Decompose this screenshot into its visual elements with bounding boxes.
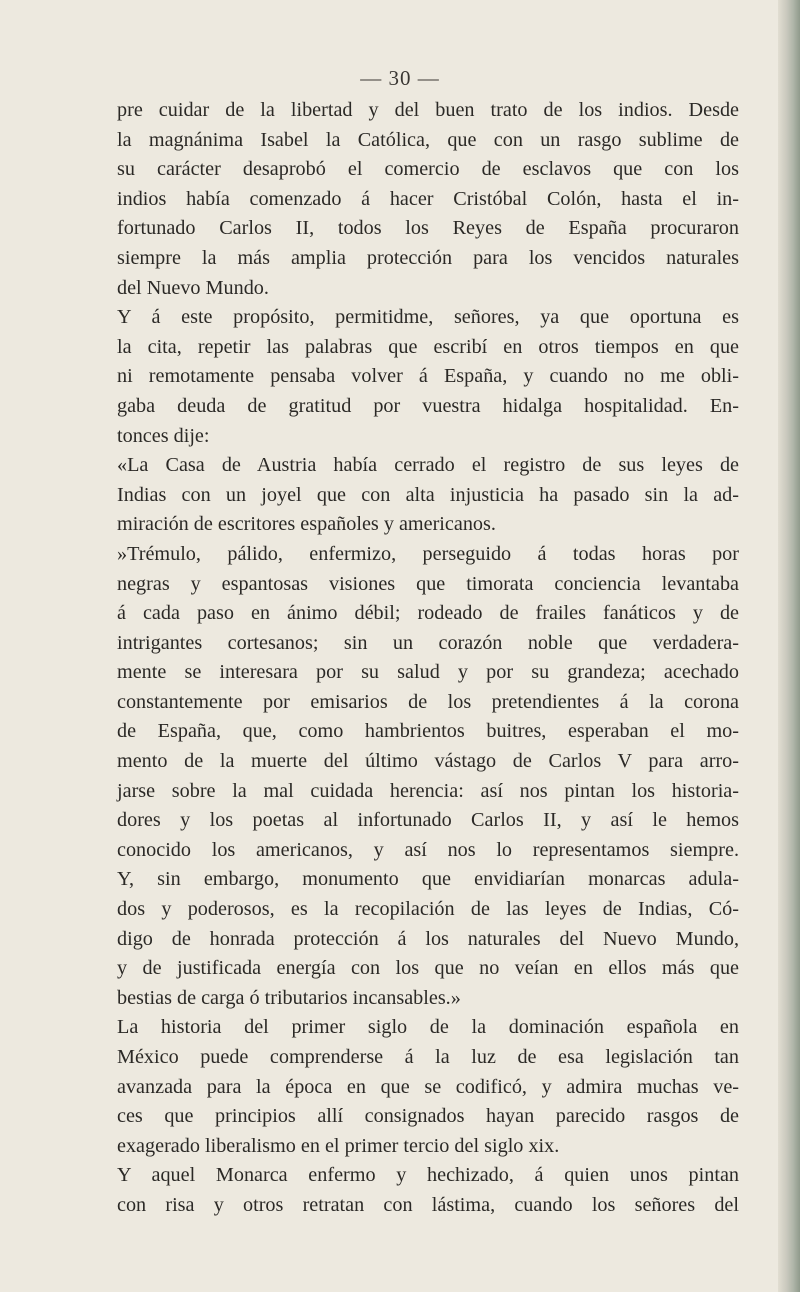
- text-line: «La Casa de Austria había cerrado el registro de sus leyes de: [117, 454, 739, 477]
- text-line: fortunado Carlos II, todos los Reyes de España procuraron: [117, 217, 739, 240]
- text-line: gaba deuda de gratitud por vuestra hidalga hospitalidad. En-: [117, 394, 739, 417]
- text-line: »Trémulo, pálido, enfermizo, perseguido á todas horas por: [117, 542, 739, 565]
- text-line: exagerado liberalismo en el primer tercio del siglo xix.: [117, 1134, 560, 1157]
- text-line: con risa y otros retratan con lástima, cuando los señores del: [117, 1193, 739, 1216]
- text-line: mente se interesara por su salud y por su grandeza; acechado: [117, 661, 739, 684]
- text-line: intrigantes cortesanos; sin un corazón noble que verdadera-: [117, 631, 739, 654]
- text-line: La historia del primer siglo de la dominación española en: [117, 1016, 739, 1039]
- text-line: conocido los americanos, y así nos lo representamos siempre.: [117, 838, 739, 861]
- text-line: Indias con un joyel que con alta injusticia ha pasado sin la ad-: [117, 483, 739, 506]
- body-text: [117, 96, 739, 1221]
- text-line: Y aquel Monarca enfermo y hechizado, á quien unos pintan: [117, 1164, 739, 1187]
- text-line: dos y poderosos, es la recopilación de las leyes de Indias, Có-: [117, 898, 739, 921]
- text-line: y de justificada energía con los que no veían en ellos más que: [117, 957, 739, 980]
- text-line: ni remotamente pensaba volver á España, y cuando no me obli-: [117, 365, 739, 388]
- text-line: mento de la muerte del último vástago de Carlos V para arro-: [117, 750, 739, 773]
- text-line: pre cuidar de la libertad y del buen trato de los indios. Desde: [117, 99, 739, 121]
- text-line: de España, que, como hambrientos buitres, esperaban el mo-: [117, 720, 739, 743]
- text-line: del Nuevo Mundo.: [117, 276, 269, 299]
- text-line: bestias de carga ó tributarios incansables.»: [117, 986, 461, 1009]
- text-line: siempre la más amplia protección para los vencidos naturales: [117, 246, 739, 269]
- text-line: dores y los poetas al infortunado Carlos II, y así le hemos: [117, 809, 739, 832]
- text-line: avanzada para la época en que se codificó, y admira muchas ve-: [117, 1075, 739, 1098]
- text-line: su carácter desaprobó el comercio de esclavos que con los: [117, 158, 739, 181]
- text-line: jarse sobre la mal cuidada herencia: así nos pintan los historia-: [117, 779, 739, 802]
- text-line: México puede comprenderse á la luz de esa legislación tan: [117, 1046, 739, 1068]
- page-number: — 30 —: [360, 66, 440, 90]
- text-line: miración de escritores españoles y americanos.: [117, 513, 496, 536]
- text-line: la cita, repetir las palabras que escribí en otros tiempos en que: [117, 335, 739, 358]
- text-line: constantemente por emisarios de los pretendientes á la corona: [117, 690, 739, 713]
- page-edge-shadow: [778, 0, 800, 1292]
- text-line: negras y espantosas visiones que timorata conciencia levantaba: [117, 572, 739, 595]
- text-line: ces que principios allí consignados hayan parecido rasgos de: [117, 1105, 739, 1128]
- text-line: la magnánima Isabel la Católica, que con un rasgo sublime de: [117, 128, 739, 151]
- text-line: digo de honrada protección á los naturales del Nuevo Mundo,: [117, 927, 739, 950]
- text-line: tonces dije:: [117, 424, 210, 447]
- text-line: indios había comenzado á hacer Cristóbal Colón, hasta el in-: [117, 187, 739, 210]
- text-line: Y á este propósito, permitidme, señores, ya que oportuna es: [117, 306, 739, 329]
- text-line: Y, sin embargo, monumento que envidiarían monarcas adula-: [117, 868, 739, 891]
- text-line: á cada paso en ánimo débil; rodeado de frailes fanáticos y de: [117, 602, 739, 625]
